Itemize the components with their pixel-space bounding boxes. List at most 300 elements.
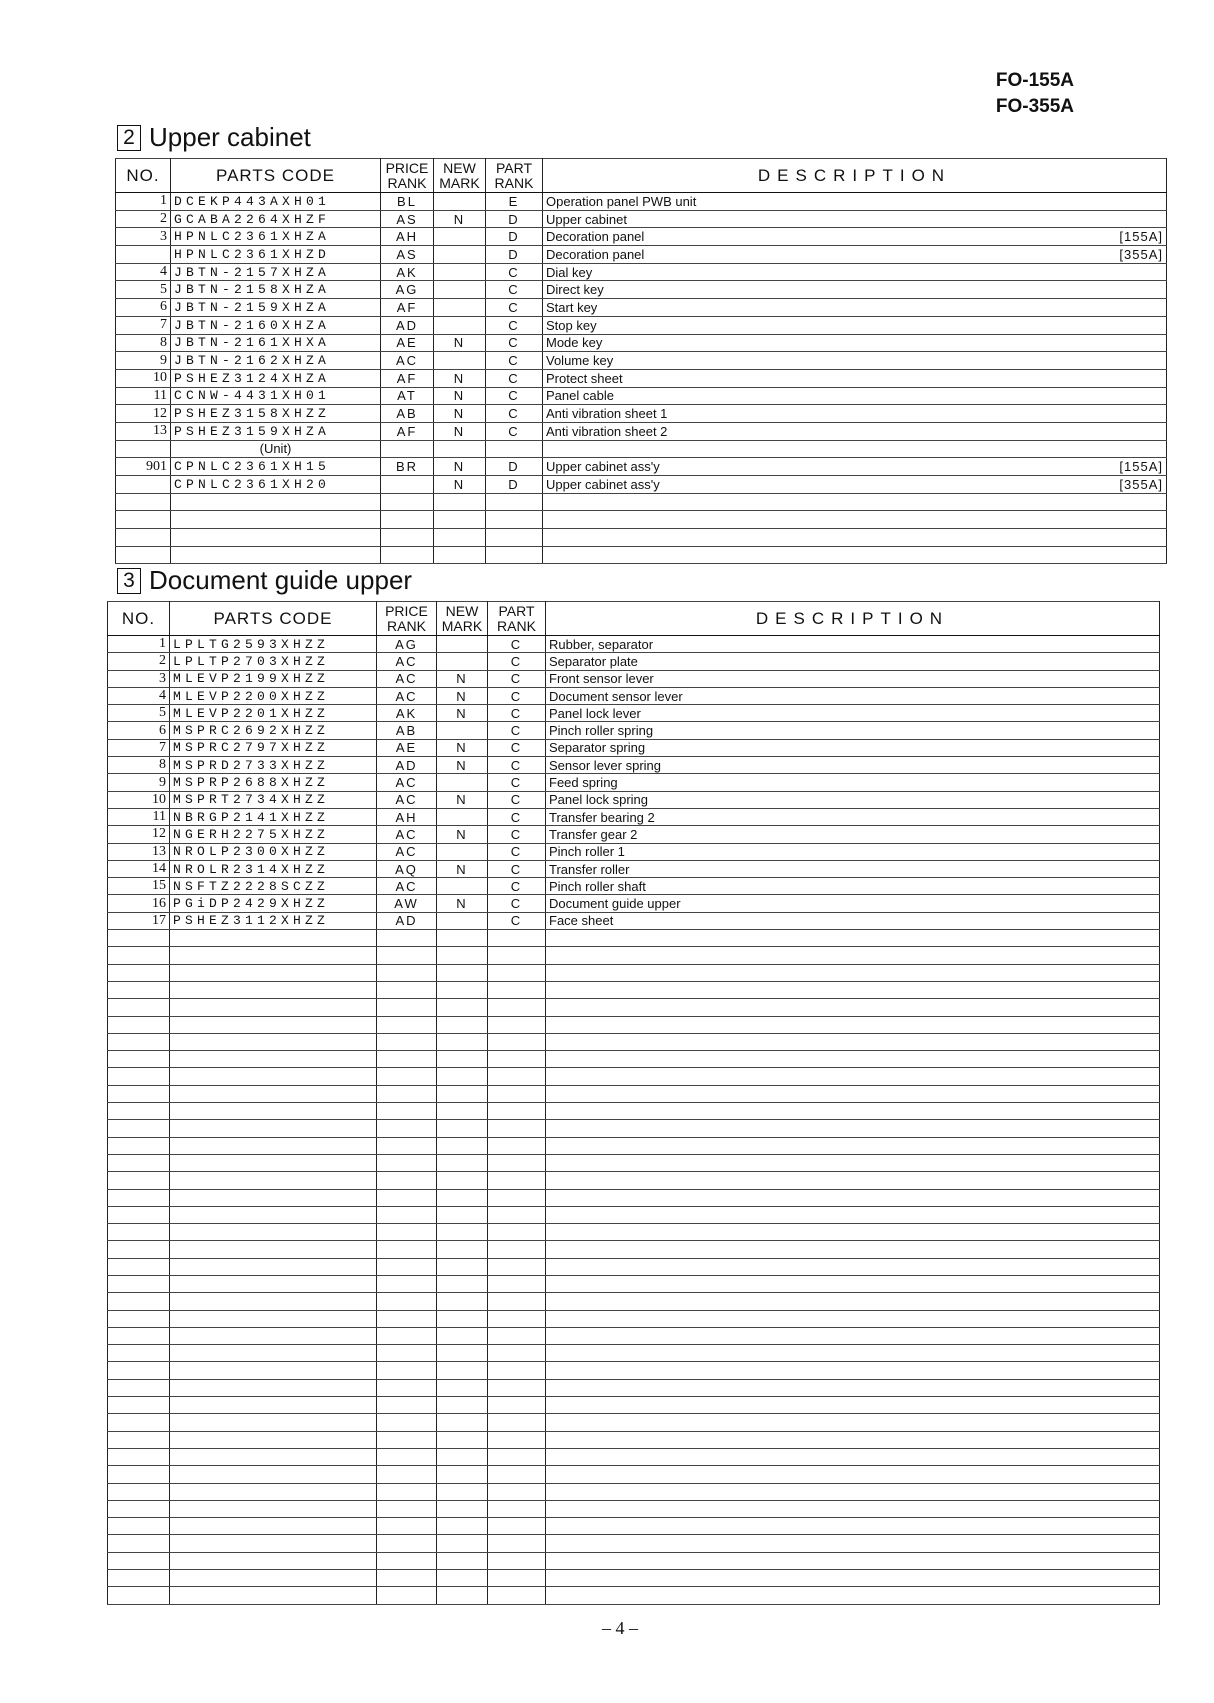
cell-parts-code: NROLR2314XHZZ xyxy=(170,860,377,877)
empty-cell xyxy=(434,493,486,511)
empty-cell xyxy=(546,999,1160,1016)
empty-cell xyxy=(486,529,543,547)
empty-cell xyxy=(488,1587,546,1604)
cell-new-mark xyxy=(437,774,488,791)
table-row xyxy=(116,210,1167,228)
cell-no: 9 xyxy=(116,352,171,370)
empty-cell xyxy=(170,1103,377,1120)
empty-cell xyxy=(546,1362,1160,1379)
cell-parts-code: PSHEZ3158XHZZ xyxy=(171,405,381,423)
empty-cell xyxy=(170,1154,377,1171)
empty-cell xyxy=(108,981,170,998)
cell-new-mark xyxy=(434,281,486,299)
empty-cell xyxy=(377,1345,437,1362)
empty-cell xyxy=(486,493,543,511)
empty-cell xyxy=(377,1224,437,1241)
cell-no: 6 xyxy=(116,299,171,317)
model-suffix: [355A] xyxy=(1119,246,1163,262)
cell-price-rank: AC xyxy=(377,878,437,895)
cell-parts-code: JBTN-2161XHXA xyxy=(171,334,381,352)
cell-part-rank: C xyxy=(488,687,546,704)
description-text: Transfer gear 2 xyxy=(549,826,638,842)
empty-cell xyxy=(377,1448,437,1465)
cell-description xyxy=(543,263,1167,281)
empty-cell xyxy=(437,1397,488,1414)
empty-cell xyxy=(546,1189,1160,1206)
empty-cell xyxy=(546,981,1160,998)
cell-parts-code: PSHEZ3124XHZA xyxy=(171,369,381,387)
cell-parts-code: HPNLC2361XHZD xyxy=(171,246,381,264)
table-row xyxy=(116,458,1167,476)
cell-no: 7 xyxy=(108,739,170,756)
cell-part-rank: D xyxy=(486,246,543,264)
empty-cell xyxy=(546,947,1160,964)
empty-cell xyxy=(170,1570,377,1587)
cell-parts-code: MLEVP2199XHZZ xyxy=(170,670,377,687)
cell-description xyxy=(546,808,1160,825)
empty-cell xyxy=(488,1500,546,1517)
empty-cell xyxy=(546,1414,1160,1431)
cell-description xyxy=(543,228,1167,246)
parts-table-upper-cabinet xyxy=(115,158,1167,564)
cell-price-rank: AB xyxy=(377,722,437,739)
cell-new-mark: N xyxy=(434,458,486,476)
empty-cell xyxy=(488,1241,546,1258)
cell-part-rank: C xyxy=(486,334,543,352)
empty-cell xyxy=(171,546,381,564)
cell-new-mark xyxy=(434,316,486,334)
model-suffix: [155A] xyxy=(1119,459,1163,475)
empty-table-row xyxy=(108,1310,1160,1327)
header-no: NO. xyxy=(116,159,171,193)
cell-new-mark: N xyxy=(437,705,488,722)
table-row xyxy=(116,476,1167,494)
empty-table-row xyxy=(108,1224,1160,1241)
empty-cell xyxy=(170,1397,377,1414)
cell-new-mark xyxy=(434,299,486,317)
header-part-rank: PART RANK xyxy=(486,159,543,193)
empty-cell xyxy=(170,1362,377,1379)
empty-cell xyxy=(546,1206,1160,1223)
empty-cell xyxy=(108,999,170,1016)
cell-price-rank: AW xyxy=(377,895,437,912)
empty-cell xyxy=(108,1085,170,1102)
description-text: Direct key xyxy=(546,282,604,298)
header-price-rank: PRICE RANK xyxy=(377,602,437,636)
empty-cell xyxy=(377,1137,437,1154)
cell-price-rank: AH xyxy=(381,228,434,246)
cell-parts-code: MSPRP2688XHZZ xyxy=(170,774,377,791)
empty-cell xyxy=(381,511,434,529)
empty-cell xyxy=(437,1587,488,1604)
empty-table-row xyxy=(108,1016,1160,1033)
empty-cell xyxy=(377,1275,437,1292)
table-row xyxy=(116,193,1167,211)
cell-part-rank xyxy=(486,440,543,458)
cell-parts-code: CCNW-4431XH01 xyxy=(171,387,381,405)
empty-table-row xyxy=(116,529,1167,547)
section-title-text: Upper cabinet xyxy=(149,122,311,152)
cell-price-rank: AF xyxy=(381,422,434,440)
cell-no: 10 xyxy=(108,791,170,808)
empty-cell xyxy=(377,1051,437,1068)
empty-table-row xyxy=(108,1500,1160,1517)
cell-description xyxy=(546,739,1160,756)
cell-description xyxy=(543,405,1167,423)
empty-cell xyxy=(543,529,1167,547)
empty-cell xyxy=(108,1431,170,1448)
cell-part-rank: C xyxy=(488,808,546,825)
cell-description xyxy=(543,299,1167,317)
cell-price-rank: AD xyxy=(377,912,437,929)
empty-cell xyxy=(488,1103,546,1120)
cell-price-rank: AF xyxy=(381,299,434,317)
empty-cell xyxy=(377,1587,437,1604)
empty-cell xyxy=(437,1500,488,1517)
empty-cell xyxy=(170,964,377,981)
empty-cell xyxy=(170,1258,377,1275)
description-text: Dial key xyxy=(546,264,593,280)
description-text: Mode key xyxy=(546,335,603,351)
table-row xyxy=(116,299,1167,317)
empty-cell xyxy=(546,1068,1160,1085)
cell-parts-code: CPNLC2361XH15 xyxy=(171,458,381,476)
empty-cell xyxy=(434,511,486,529)
cell-price-rank: AQ xyxy=(377,860,437,877)
cell-part-rank: C xyxy=(488,843,546,860)
cell-description xyxy=(546,912,1160,929)
cell-new-mark xyxy=(437,912,488,929)
empty-cell xyxy=(437,1535,488,1552)
empty-cell xyxy=(434,546,486,564)
cell-price-rank: AD xyxy=(377,757,437,774)
empty-table-row xyxy=(108,1189,1160,1206)
cell-new-mark xyxy=(437,878,488,895)
cell-price-rank xyxy=(381,476,434,494)
empty-cell xyxy=(437,1431,488,1448)
table-row xyxy=(116,369,1167,387)
description-text: Front sensor lever xyxy=(549,671,654,687)
table-row xyxy=(108,739,1160,756)
table-row xyxy=(108,722,1160,739)
cell-description xyxy=(543,210,1167,228)
empty-cell xyxy=(377,1500,437,1517)
cell-description xyxy=(546,860,1160,877)
empty-cell xyxy=(108,1587,170,1604)
cell-price-rank: AG xyxy=(381,281,434,299)
cell-new-mark xyxy=(437,636,488,653)
cell-part-rank: C xyxy=(488,791,546,808)
empty-cell xyxy=(546,1310,1160,1327)
empty-cell xyxy=(171,511,381,529)
empty-cell xyxy=(437,1154,488,1171)
description-text: Panel cable xyxy=(546,388,614,404)
empty-cell xyxy=(170,1120,377,1137)
empty-table-row xyxy=(108,999,1160,1016)
empty-cell xyxy=(170,930,377,947)
cell-unit-label: (Unit) xyxy=(171,440,381,458)
empty-cell xyxy=(437,1414,488,1431)
cell-new-mark: N xyxy=(434,210,486,228)
cell-part-rank: D xyxy=(486,458,543,476)
cell-description xyxy=(543,193,1167,211)
empty-cell xyxy=(437,964,488,981)
description-text: Upper cabinet ass'y xyxy=(546,476,660,492)
empty-cell xyxy=(488,1570,546,1587)
cell-price-rank: AK xyxy=(381,263,434,281)
table-row xyxy=(116,281,1167,299)
cell-new-mark: N xyxy=(434,405,486,423)
empty-cell xyxy=(108,1518,170,1535)
empty-cell xyxy=(377,981,437,998)
empty-cell xyxy=(546,1258,1160,1275)
cell-description xyxy=(546,895,1160,912)
empty-table-row xyxy=(108,1552,1160,1569)
empty-cell xyxy=(437,930,488,947)
empty-cell xyxy=(381,546,434,564)
table-row xyxy=(116,352,1167,370)
cell-new-mark xyxy=(437,653,488,670)
cell-new-mark xyxy=(434,246,486,264)
description-text: Panel lock lever xyxy=(549,705,641,721)
empty-cell xyxy=(546,1379,1160,1396)
empty-table-row xyxy=(108,1154,1160,1171)
cell-part-rank: C xyxy=(488,653,546,670)
cell-price-rank: AT xyxy=(381,387,434,405)
cell-description xyxy=(546,653,1160,670)
empty-cell xyxy=(377,1379,437,1396)
cell-description xyxy=(546,826,1160,843)
empty-cell xyxy=(437,1085,488,1102)
cell-description xyxy=(543,281,1167,299)
cell-price-rank: AB xyxy=(381,405,434,423)
description-text: Pinch roller shaft xyxy=(549,878,646,894)
empty-cell xyxy=(377,1431,437,1448)
table-row xyxy=(108,808,1160,825)
table-row xyxy=(108,895,1160,912)
header-description: DESCRIPTION xyxy=(543,159,1167,193)
empty-cell xyxy=(377,1327,437,1344)
description-text: Rubber, separator xyxy=(549,636,654,652)
cell-part-rank: C xyxy=(488,636,546,653)
cell-parts-code: MSPRD2733XHZZ xyxy=(170,757,377,774)
header-part-rank: PART RANK xyxy=(488,602,546,636)
empty-cell xyxy=(437,1224,488,1241)
empty-table-row xyxy=(116,493,1167,511)
empty-cell xyxy=(437,1189,488,1206)
cell-parts-code: PSHEZ3159XHZA xyxy=(171,422,381,440)
empty-cell xyxy=(170,1172,377,1189)
empty-cell xyxy=(170,1587,377,1604)
empty-cell xyxy=(377,1310,437,1327)
cell-parts-code: JBTN-2162XHZA xyxy=(171,352,381,370)
table-row xyxy=(116,422,1167,440)
cell-no: 8 xyxy=(108,757,170,774)
empty-cell xyxy=(108,1500,170,1517)
empty-cell xyxy=(377,930,437,947)
table-row xyxy=(108,670,1160,687)
cell-part-rank: C xyxy=(488,826,546,843)
cell-no: 12 xyxy=(108,826,170,843)
header-new-mark: NEW MARK xyxy=(434,159,486,193)
description-text: Decoration panel xyxy=(546,246,645,262)
empty-cell xyxy=(488,1431,546,1448)
section-number: 2 xyxy=(117,125,141,151)
empty-table-row xyxy=(116,511,1167,529)
cell-new-mark: N xyxy=(437,860,488,877)
empty-cell xyxy=(170,981,377,998)
description-text: Pinch roller spring xyxy=(549,723,654,739)
empty-cell xyxy=(377,1466,437,1483)
empty-cell xyxy=(488,1362,546,1379)
cell-new-mark xyxy=(434,193,486,211)
empty-cell xyxy=(108,1154,170,1171)
cell-description xyxy=(543,387,1167,405)
empty-table-row xyxy=(108,1206,1160,1223)
cell-description xyxy=(543,316,1167,334)
cell-description xyxy=(543,422,1167,440)
empty-cell xyxy=(377,1206,437,1223)
description-text: Anti vibration sheet 1 xyxy=(546,406,668,422)
empty-cell xyxy=(437,1051,488,1068)
empty-table-row xyxy=(108,1120,1160,1137)
empty-cell xyxy=(377,1397,437,1414)
cell-description xyxy=(546,757,1160,774)
empty-cell xyxy=(170,1327,377,1344)
cell-price-rank: AC xyxy=(377,653,437,670)
cell-price-rank: AC xyxy=(377,826,437,843)
table-row xyxy=(116,246,1167,264)
empty-cell xyxy=(108,1137,170,1154)
empty-cell xyxy=(546,1154,1160,1171)
empty-cell xyxy=(170,1345,377,1362)
empty-cell xyxy=(377,1189,437,1206)
empty-cell xyxy=(377,1120,437,1137)
table-row xyxy=(116,405,1167,423)
header-parts-code: PARTS CODE xyxy=(171,159,381,193)
cell-parts-code: PSHEZ3112XHZZ xyxy=(170,912,377,929)
cell-description xyxy=(546,843,1160,860)
empty-cell xyxy=(116,529,171,547)
cell-new-mark: N xyxy=(437,739,488,756)
empty-table-row xyxy=(108,1275,1160,1292)
cell-new-mark: N xyxy=(434,369,486,387)
empty-cell xyxy=(377,1414,437,1431)
empty-cell xyxy=(546,1051,1160,1068)
empty-cell xyxy=(437,1379,488,1396)
cell-no: 15 xyxy=(108,878,170,895)
empty-cell xyxy=(437,1310,488,1327)
empty-cell xyxy=(488,1120,546,1137)
cell-part-rank: C xyxy=(488,670,546,687)
empty-table-row xyxy=(108,1327,1160,1344)
cell-part-rank: C xyxy=(488,757,546,774)
empty-table-row xyxy=(108,1570,1160,1587)
table-row xyxy=(108,687,1160,704)
empty-cell xyxy=(377,1258,437,1275)
empty-cell xyxy=(108,1448,170,1465)
cell-price-rank: AG xyxy=(377,636,437,653)
empty-cell xyxy=(488,930,546,947)
empty-cell xyxy=(488,999,546,1016)
empty-cell xyxy=(546,930,1160,947)
empty-cell xyxy=(546,1103,1160,1120)
empty-cell xyxy=(108,1362,170,1379)
empty-cell xyxy=(116,511,171,529)
cell-part-rank: D xyxy=(486,476,543,494)
empty-cell xyxy=(546,1033,1160,1050)
empty-cell xyxy=(546,1275,1160,1292)
table-row xyxy=(116,263,1167,281)
model-suffix: [355A] xyxy=(1119,476,1163,492)
empty-cell xyxy=(437,1016,488,1033)
cell-no: 901 xyxy=(116,458,171,476)
empty-cell xyxy=(546,1448,1160,1465)
empty-cell xyxy=(488,1016,546,1033)
cell-no: 2 xyxy=(108,653,170,670)
cell-description xyxy=(546,878,1160,895)
cell-no: 16 xyxy=(108,895,170,912)
empty-cell xyxy=(437,947,488,964)
empty-cell xyxy=(543,546,1167,564)
empty-table-row xyxy=(108,1535,1160,1552)
cell-part-rank: C xyxy=(488,774,546,791)
empty-table-row xyxy=(108,947,1160,964)
description-text: Face sheet xyxy=(549,913,614,929)
empty-cell xyxy=(437,1068,488,1085)
empty-cell xyxy=(488,981,546,998)
empty-cell xyxy=(108,1535,170,1552)
empty-cell xyxy=(377,1033,437,1050)
empty-cell xyxy=(108,1570,170,1587)
table-row xyxy=(116,334,1167,352)
table-row xyxy=(116,387,1167,405)
cell-new-mark xyxy=(434,228,486,246)
cell-new-mark: N xyxy=(437,826,488,843)
cell-price-rank: AD xyxy=(381,316,434,334)
cell-parts-code: MLEVP2201XHZZ xyxy=(170,705,377,722)
description-text: Panel lock spring xyxy=(549,792,648,808)
empty-cell xyxy=(488,1414,546,1431)
description-text: Anti vibration sheet 2 xyxy=(546,423,668,439)
empty-cell xyxy=(377,1552,437,1569)
cell-parts-code: CPNLC2361XH20 xyxy=(171,476,381,494)
empty-cell xyxy=(437,1137,488,1154)
empty-cell xyxy=(108,1552,170,1569)
empty-cell xyxy=(437,1483,488,1500)
empty-table-row xyxy=(108,1103,1160,1120)
empty-cell xyxy=(170,1206,377,1223)
empty-cell xyxy=(488,1535,546,1552)
empty-cell xyxy=(108,1397,170,1414)
empty-cell xyxy=(546,1518,1160,1535)
empty-cell xyxy=(437,1172,488,1189)
empty-cell xyxy=(108,1258,170,1275)
empty-cell xyxy=(170,1552,377,1569)
empty-table-row xyxy=(108,1379,1160,1396)
cell-new-mark: N xyxy=(434,422,486,440)
empty-cell xyxy=(170,1137,377,1154)
table-row xyxy=(108,791,1160,808)
empty-cell xyxy=(488,1448,546,1465)
cell-no: 3 xyxy=(108,670,170,687)
empty-cell xyxy=(546,1552,1160,1569)
table-row xyxy=(116,316,1167,334)
cell-part-rank: C xyxy=(488,739,546,756)
cell-no: 14 xyxy=(108,860,170,877)
cell-no: 5 xyxy=(108,705,170,722)
cell-price-rank: AH xyxy=(377,808,437,825)
